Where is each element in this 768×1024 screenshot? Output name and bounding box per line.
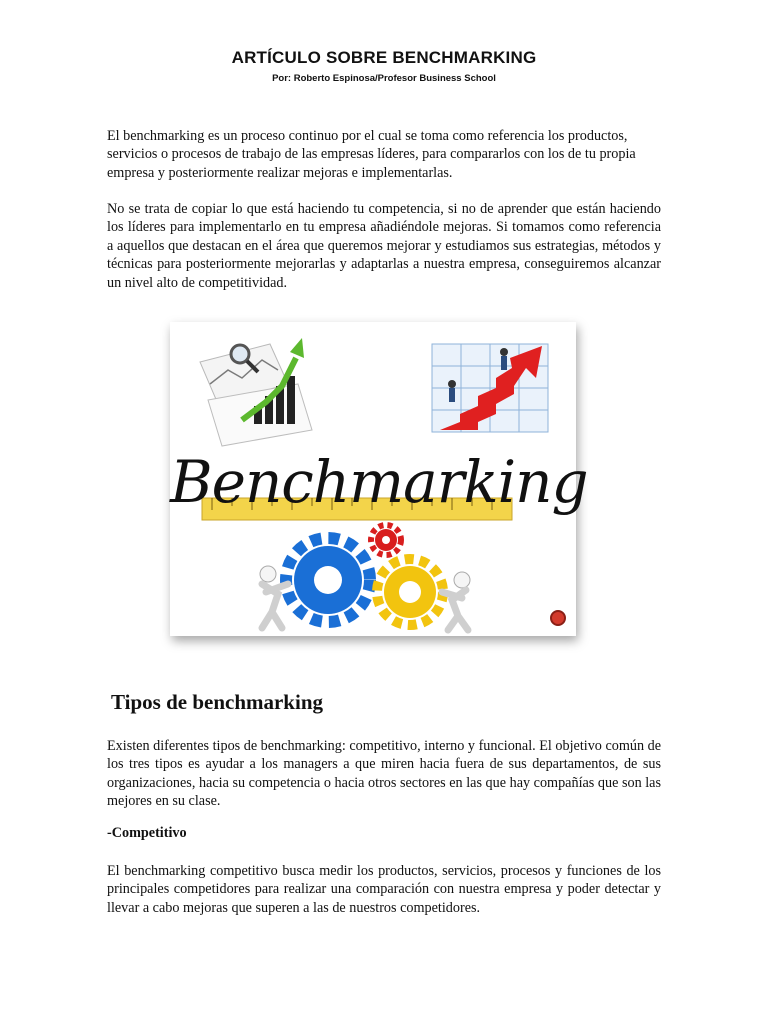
document-byline: Por: Roberto Espinosa/Profesor Business School (272, 73, 496, 84)
competitivo-paragraph: El benchmarking competitivo busca medir los productos, servicios, procesos y funciones de los principales competidores para realizar una comparación con nuestra empresa y poder detectar y llevar a cabo mejoras que superen a las de nuestros competidores. (107, 863, 661, 916)
subheading-competitivo: -Competitivo (107, 825, 187, 841)
gears-icon (286, 525, 443, 625)
tipos-paragraph: Existen diferentes tipos de benchmarking: competitivo, interno y funcional. El objetivo común de los tres tipos es ayudar a los managers a que miren hacia fuera de sus departamentos, de sus organizaciones, hacia su competencia o hacia otros sectores en las que hay compañías que son las mejores en su clase. (107, 738, 661, 810)
stairs-arrow-icon (432, 344, 548, 432)
intro-paragraph-2: No se trata de copiar lo que está haciendo tu competencia, si no de aprender que están haciendo los líderes para implementarlo en tu empresa añadiéndole mejoras. Si tomamos como referencia a aquellos que destacan en el área que queremos mejorar y estudiamos sus estrategias, métodos y técnicas para posteriormente mejorarlas y adaptarlas a nuestra empresa, conseguiremos alcanzar un nivel alto de competitividad. (107, 201, 661, 291)
document-title: ARTÍCULO SOBRE BENCHMARKING (231, 48, 537, 67)
section-heading-tipos: Tipos de benchmarking (111, 690, 323, 714)
intro-paragraph-1: El benchmarking es un proceso continuo por el cual se toma como referencia los productos, servicios o procesos de trabajo de las empresas líderes, para compararlos con los de tu propia empresa y posteriormente realizar mejoras e implementarlas. (107, 128, 636, 181)
figure-caption: Benchmarking (170, 448, 588, 516)
benchmarking-illustration (170, 322, 588, 636)
